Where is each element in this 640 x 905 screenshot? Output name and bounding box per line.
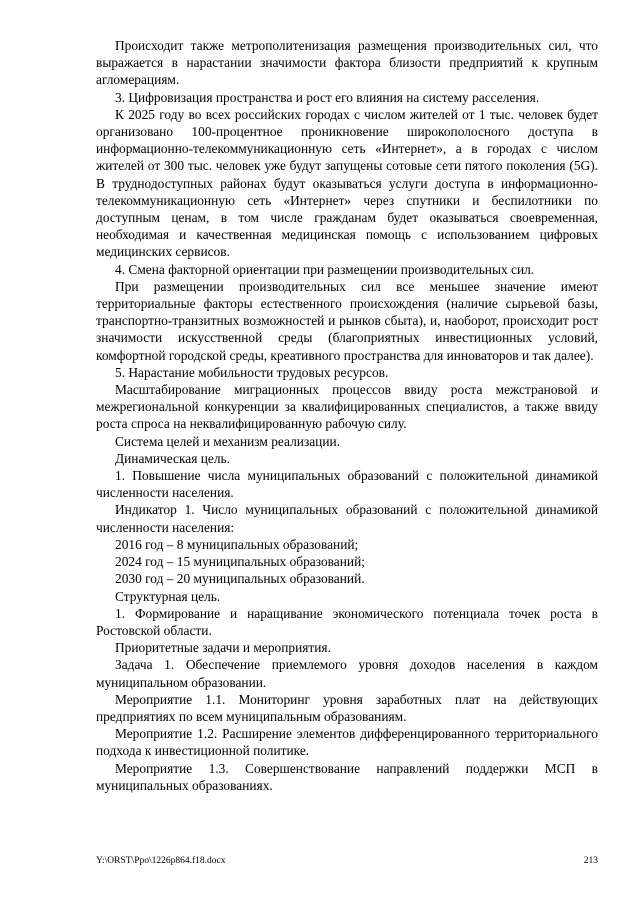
paragraph-measure-1-1: Мероприятие 1.1. Мониторинг уровня заработных плат на действующих предприятиях по всем муниципальным образованиям. xyxy=(96,691,598,724)
paragraph-digitalization: К 2025 году во всех российских городах с числом жителей от 1 тыс. человек будет организовано 100-процентное проникновение широкополосного доступа в информационно-телекоммуникационную сеть «Интернет», а в городах с числом жителей от 300 тыс. человек уже будут запущены сотовые сети пятого поколения (5G). В труднодоступных районах будут оказываться услуги доступа в информационно-телекоммуникационную сеть «Интернет» через спутники и беспилотники по доступным ценам, в том числе гражданам будет оказываться своевременная, необходимая и качественная медицинская помощь с использованием цифровых медицинских сервисов. xyxy=(96,106,598,260)
paragraph-dynamic-goal-1: 1. Повышение числа муниципальных образований с положительной динамикой численности населения. xyxy=(96,468,598,501)
indicator-value-2016: 2016 год – 8 муниципальных образований; xyxy=(115,536,359,552)
heading-structural-goal: Структурная цель. xyxy=(115,588,221,604)
paragraph-indicator-1: Индикатор 1. Число муниципальных образований с положительной динамикой численности населения: xyxy=(96,502,598,535)
paragraph-measure-1-3: Мероприятие 1.3. Совершенствование направлений поддержки МСП в муниципальных образованиях. xyxy=(96,760,598,793)
document-body xyxy=(96,37,598,794)
footer-file-path: Y:\ORST\Ppo\1226p864.f18.docx xyxy=(96,856,226,866)
paragraph-factor-orientation: При размещении производительных сил все меньшее значение имеют территориальные факторы естественного происхождения (наличие сырьевой базы, транспортно-транзитных возможностей и рынков сбыта), и, наоборот, происходит рост значимости искусственной среды (благоприятных инвестиционных условий, комфортной городской среды, креативного пространства для инноваторов и так далее). xyxy=(96,278,598,363)
paragraph-labor-mobility: Масштабирование миграционных процессов ввиду роста межстрановой и межрегиональной конкуренции за квалифицированных специалистов, а также ввиду роста спроса на неквалифицированную рабочую силу. xyxy=(96,382,598,432)
heading-dynamic-goal: Динамическая цель. xyxy=(115,450,231,466)
heading-digitalization: 3. Цифровизация пространства и рост его влияния на систему расселения. xyxy=(115,89,540,105)
page-number: 213 xyxy=(583,856,598,866)
heading-factor-orientation: 4. Смена факторной ориентации при размещении производительных сил. xyxy=(115,261,535,277)
heading-priority-tasks: Приоритетные задачи и мероприятия. xyxy=(115,640,331,656)
indicator-value-2030: 2030 год – 20 муниципальных образований. xyxy=(115,571,365,587)
heading-goals-system: Система целей и механизм реализации. xyxy=(115,433,341,449)
paragraph-metropolitanization: Происходит также метрополитенизация размещения производительных сил, что выражается в нарастании значимости фактора близости предприятий к крупным агломерациям. xyxy=(96,38,598,88)
paragraph-structural-goal-1: 1. Формирование и наращивание экономического потенциала точек роста в Ростовской области. xyxy=(96,605,598,638)
heading-labor-mobility: 5. Нарастание мобильности трудовых ресурсов. xyxy=(115,364,389,380)
paragraph-measure-1-2: Мероприятие 1.2. Расширение элементов дифференцированного территориального подхода к инвестиционной политике. xyxy=(96,726,598,759)
indicator-value-2024: 2024 год – 15 муниципальных образований; xyxy=(115,554,365,570)
paragraph-task-1: Задача 1. Обеспечение приемлемого уровня доходов населения в каждом муниципальном образовании. xyxy=(96,657,598,690)
